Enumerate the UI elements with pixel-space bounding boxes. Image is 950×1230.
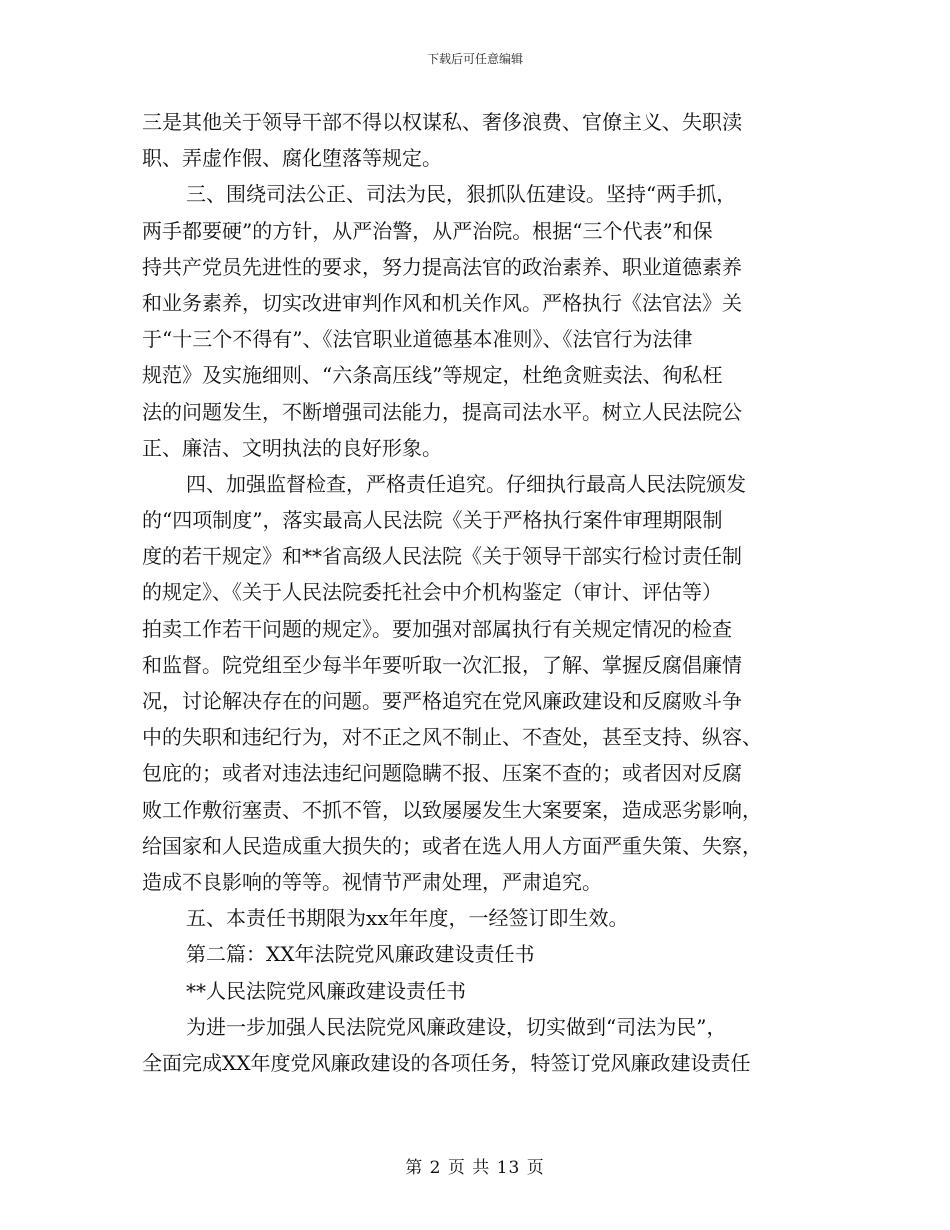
- text-line: 的“四项制度”，落实最高人民法院《关于严格执行案件审理期限制: [142, 508, 723, 533]
- text-line: **人民法院党风廉政建设责任书: [186, 978, 466, 1003]
- text-line: 的规定》、《关于人民法院委托社会中介机构鉴定（审计、评估等）: [142, 580, 722, 605]
- text-line: 于“十三个不得有”、《法官职业道德基本准则》、《法官行为法律: [142, 327, 693, 352]
- text-line: 造成不良影响的等等。视情节严肃处理，严肃追究。: [142, 869, 602, 894]
- text-line: 包庇的；或者对违法违纪问题隐瞒不报、压案不查的；或者因对反腐: [142, 761, 742, 786]
- text-line: 度的若干规定》和**省高级人民法院《关于领导干部实行检讨责任制: [142, 544, 742, 569]
- document-body: [142, 104, 812, 1081]
- text-line: 为进一步加强人民法院党风廉政建设，切实做到“司法为民”，: [186, 1014, 727, 1039]
- text-line: 法的问题发生，不断增强司法能力，提高司法水平。树立人民法院公: [142, 399, 742, 424]
- text-line: 败工作敷衍塞责、不抓不管，以致屡屡发生大案要案，造成恶劣影响，: [142, 797, 762, 822]
- text-line: 五、本责任书期限为xx年年度，一经签订即生效。: [186, 906, 629, 931]
- text-line: 拍卖工作若干问题的规定》。要加强对部属执行有关规定情况的检查: [142, 616, 732, 641]
- text-line: 职、弄虚作假、腐化堕落等规定。: [142, 146, 442, 171]
- text-line: 况，讨论解决存在的问题。要严格追究在党风廉政建设和反腐败斗争: [142, 689, 742, 713]
- text-line: 第二篇：XX年法院党风廉政建设责任书: [186, 942, 535, 967]
- text-line: 正、廉洁、文明执法的良好形象。: [142, 435, 442, 460]
- text-line: 三、围绕司法公正、司法为民，狠抓队伍建设。坚持“两手抓，: [186, 182, 737, 207]
- text-line: 和业务素养，切实改进审判作风和机关作风。严格执行《法官法》关: [142, 290, 742, 315]
- text-line: 持共产党员先进性的要求，努力提高法官的政治素养、职业道德素养: [142, 254, 742, 279]
- text-line: 两手都要硬”的方针，从严治警，从严治院。根据“三个代表”和保: [142, 218, 713, 243]
- page-footer: 第 2 页 共 13 页: [405, 1158, 545, 1178]
- text-line: 全面完成XX年度党风廉政建设的各项任务，特签订党风廉政建设责任: [142, 1050, 751, 1075]
- text-line: 三是其他关于领导干部不得以权谋私、奢侈浪费、官僚主义、失职渎: [142, 110, 742, 134]
- text-line: 规范》及实施细则、“六条高压线”等规定，杜绝贪赃卖法、徇私枉: [142, 363, 723, 388]
- text-line: 四、加强监督检查，严格责任追究。仔细执行最高人民法院颁发: [186, 471, 746, 496]
- text-line: 中的失职和违纪行为，对不正之风不制止、不查处，甚至支持、纵容、: [142, 725, 762, 750]
- text-line: 给国家和人民造成重大损失的；或者在选人用人方面严重失策、失察，: [142, 833, 762, 858]
- text-line: 和监督。院党组至少每半年要听取一次汇报，了解、掌握反腐倡廉情: [142, 652, 742, 677]
- page-header: 下载后可任意编辑: [426, 52, 523, 66]
